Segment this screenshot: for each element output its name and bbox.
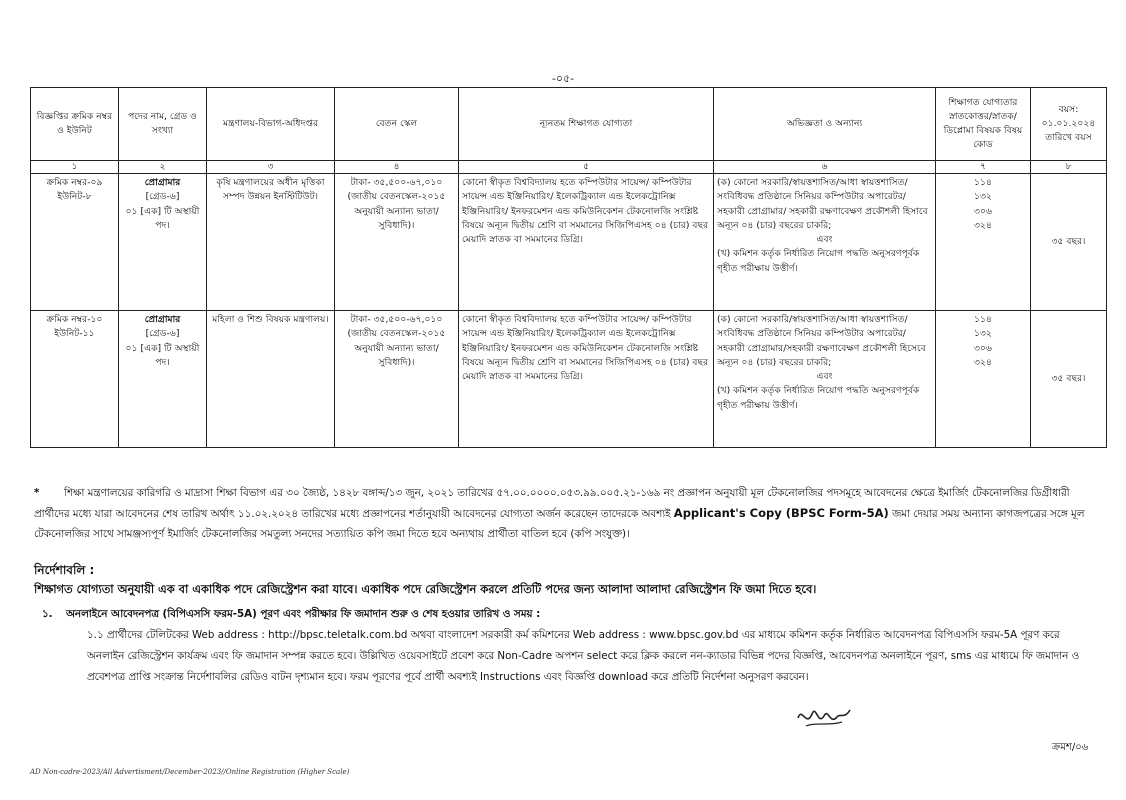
col-number: ২ [119,161,207,174]
post-cell [119,174,207,311]
subject-code: ৩০৬ [974,342,992,354]
experience-cell [714,174,936,311]
experience-and: এবং [816,234,833,245]
experience-b: (খ) কমিশন কর্তৃক নির্ধারিত নিয়োগ পদ্ধতি অনুসরণপূর্বক গৃহীত পরীক্ষায় উত্তীর্ণ। [717,248,920,274]
subject-code: ৩২৪ [974,356,992,368]
post-count: ০১ [এক] টি অস্থায়ী পদ। [125,205,200,231]
age-cell: ৩৫ বছর। [1031,311,1107,448]
continued-marker: ক্রমশ/০৬ [1052,742,1089,753]
item-number: ১. [42,608,53,620]
col-number: ৮ [1031,161,1107,174]
instructions-registration-line: শিক্ষাগত যোগ্যতা অনুযায়ী এক বা একাধিক পদে রেজিস্ট্রেশন করা যাবে। একাধিক পদে রেজিস্ট্রেশন করলে প্রতিটি পদের জন্য আলাদা আলাদা রেজিস্ট্রেশন ফি জমা দিতে হবে। [34,582,817,596]
qualification-cell: কোনো স্বীকৃত বিশ্ববিদ্যালয় হতে কম্পিউটার সায়েন্স/ কম্পিউটার সায়েন্স এন্ড ইঞ্জিনিয়ারিং/ ইলেকট্রিক্যাল এন্ড ইলেকট্রোনিক্স ইঞ্জিনিয়ারিং/ ইনফরমেশন এন্ড কমিউনিকেশন টেকনোলজি সংশ্লিষ্ট বিষয়ে অন্যূন দ্বিতীয় শ্রেণি বা সমমানের সিজিপিএসহ ০৪ (চার) বছর মেয়াদি স্নাতক বা সমমানের ডিগ্রি। [459,311,714,448]
pay-scale-cell: টাকা- ৩৫,৫০০-৬৭,০১০ (জাতীয় বেতনস্কেল-২০১৫ অনুযায়ী অন্যান্য ভাতা/সুবিধাদি)। [335,174,459,311]
post-name: প্রোগ্রামার [144,177,181,188]
serial-cell: ক্রমিক নম্বর-১০ ইউনিট-১১ [31,311,119,448]
emerging-technology-note [34,483,1094,544]
table-row [31,311,1107,448]
note-highlight: Applicant's Copy (BPSC Form-5A) [673,506,889,520]
post-cell [119,311,207,448]
post-grade: [গ্রেড-৬] [145,328,180,340]
footer-path: AD Non-cadre-2023/All Advertisment/December-2023//Online Registration (Higher Scale) [30,768,350,776]
header-age: বয়স: ০১.০১.২০২৪ তারিখে বয়স [1031,88,1107,161]
subject-code: ১১৪ [974,177,992,188]
col-number: ১ [31,161,119,174]
ministry-cell: কৃষি মন্ত্রণালয়ের অধীন মৃত্তিকা সম্পদ উন্নয়ন ইনস্টিটিউট। [207,174,335,311]
subject-code: ৩০৬ [974,205,992,217]
ministry-cell: মহিলা ও শিশু বিষয়ক মন্ত্রণালয়। [207,311,335,448]
page-number: -০৫- [551,72,575,85]
post-name: প্রোগ্রামার [144,314,181,325]
subject-code-cell [936,311,1031,448]
post-count: ০১ [এক] টি অস্থায়ী পদ। [125,342,200,368]
item-title: অনলাইনে আবেদনপত্র (বিপিএসসি ফরম-5A) পূরণ এবং পরীক্ষার ফি জমাদান শুরু ও শেষ হওয়ার তারিখ ও সময় : [66,608,541,620]
pay-scale-cell: টাকা- ৩৫,৫০০-৬৭,০১০ (জাতীয় বেতনস্কেল-২০১৫ অনুযায়ী অন্যান্য ভাতা/সুবিধাদি)। [335,311,459,448]
age-cell: ৩৫ বছর। [1031,174,1107,311]
header-experience: অভিজ্ঞতা ও অন্যান্য [714,88,936,161]
experience-and: এবং [816,371,833,382]
instructions-item-1-1: ১.১ প্রার্থীদের টেলিটকের Web address : http://bpsc.teletalk.com.bd অথবা বাংলাদেশ সরকারী কর্ম কমিশনের Web address : www.bpsc.gov.bd এর মাধ্যমে কমিশন কর্তৃক নির্ধারিত আবেদনপত্র বিপিএসসি ফরম-5A পূরণ করে অনলাইন রেজিস্ট্রেশন কার্যক্রম এবং ফি জমাদান সম্পন্ন করতে হবে। উল্লিখিত ওয়েবসাইটে প্রবেশ করে Non-Cadre অপশন select করে ক্লিক করলে নন-ক্যাডার বিভিন্ন পদের বিজ্ঞপ্তি, আবেদনপত্র অনলাইনে পূরণ, sms এর মাধ্যমে ফি জমাদান ও প্রবেশপত্র প্রাপ্তি সংক্রান্ত নির্দেশাবলির রেডিও বাটন দৃশ্যমান হবে। ফরম পূরণের পূর্বে প্রার্থী অবশ্যই Instructions এবং বিজ্ঞপ্তি download করে প্রতিটি নির্দেশনা অনুসরণ করবেন। [87,629,1080,683]
signature [792,698,854,738]
col-number: ৪ [335,161,459,174]
table-header-row [31,88,1107,161]
subject-code: ১১৪ [974,314,992,325]
col-number: ৬ [714,161,936,174]
note-text-after: জমা দেয়ার সময় অন্যান্য কাগজপত্রের সঙ্গে মূল টেকনোলজির সাথে সামঞ্জস্যপূর্ণ ইমার্জিং টেকনোলজির সমতুল্য সনদের সত্যায়িত কপি জমা দিতে হবে অন্যথায় প্রার্থীতা বাতিল হবে (কপি সংযুক্ত)। [34,508,1085,540]
experience-a: (ক) কোনো সরকারি/স্বায়ত্তশাসিত/আধা স্বায়ত্তশাসিত/ সংবিধিবদ্ধ প্রতিষ্ঠানে সিনিয়র কম্পিউটার অপারেটর/সহকারী প্রোগ্রামার/সহকারী রক্ষণাবেক্ষণ প্রকৌশলী হিসেবে অন্যূন ০৪ (চার) বছরের চাকরি; [717,314,926,368]
serial-cell: ক্রমিক নম্বর-০৯ ইউনিট-৮ [31,174,119,311]
col-number: ৩ [207,161,335,174]
header-serial: বিজ্ঞপ্তির ক্রমিক নম্বর ও ইউনিট [31,88,119,161]
header-pay-scale: বেতন স্কেল [335,88,459,161]
instructions-heading: নির্দেশাবলি : [34,563,95,577]
note-text [34,483,1094,544]
experience-b: (খ) কমিশন কর্তৃক নির্ধারিত নিয়োগ পদ্ধতি অনুসরণপূর্বক গৃহীত পরীক্ষায় উত্তীর্ণ। [717,385,920,411]
header-subject-code: শিক্ষাগত যোগ্যতার স্নাতকোত্তর/স্নাতক/ ডিপ্লোমা বিষয়ক বিষয় কোড [936,88,1031,161]
experience-a: (ক) কোনো সরকারি/স্বায়ত্তশাসিত/আধা স্বায়ত্তশাসিত/সংবিধিবদ্ধ প্রতিষ্ঠানে সিনিয়র কম্পিউটার অপারেটর/সহকারী প্রোগ্রামার/ সহকারী রক্ষণাবেক্ষণ প্রকৌশলী হিসাবে অন্যূন ০৪ (চার) বছরের চাকরি; [717,177,928,231]
subject-code-cell [936,174,1031,311]
header-ministry: মন্ত্রণালয়-বিভাগ-অধিদপ্তর [207,88,335,161]
note-asterisk: * [34,487,40,499]
col-number: ৭ [936,161,1031,174]
header-post: পদের নাম, গ্রেড ও সংখ্যা [119,88,207,161]
col-number: ৫ [459,161,714,174]
note-text-before: শিক্ষা মন্ত্রণালয়ের কারিগরি ও মাদ্রাসা শিক্ষা বিভাগ এর ৩০ জ্যৈষ্ঠ, ১৪২৮ বঙ্গাব্দ/১৩ জুন, ২০২১ তারিখের ৫৭.০০.০০০০.০৫৩.৯৯.০০৫.২১-১৬৯ নং প্রজ্ঞাপন অনুযায়ী মূল টেকনোলজির পদসমূহে আবেদনের ক্ষেত্রে ইমার্জিং টেকনোলজির ডিগ্রীধারী প্রার্থীদের মধ্যে যারা আবেদনের শেষ তারিখ অর্থাৎ ১১.০২.২০২৪ তারিখের মধ্যে প্রজ্ঞাপনের শর্তানুযায়ী আবেদনের যোগ্যতা অর্জন করেছেন তাদেরকে অবশ্যই [34,487,1070,520]
post-grade: [গ্রেড-৬] [145,191,180,203]
header-qualification: ন্যূনতম শিক্ষাগত যোগ্যতা [459,88,714,161]
recruitment-table [30,87,1107,448]
subject-code: ১৩২ [974,191,992,203]
experience-cell [714,311,936,448]
column-number-row [31,161,1107,174]
subject-code: ৩২৪ [974,219,992,231]
subject-code: ১৩২ [974,328,992,340]
qualification-cell: কোনো স্বীকৃত বিশ্ববিদ্যালয় হতে কম্পিউটার সায়েন্স/ কম্পিউটার সায়েন্স এন্ড ইঞ্জিনিয়ারিং/ ইলেকট্রিক্যাল এন্ড ইলেকট্রোনিক্স ইঞ্জিনিয়ারিং/ ইনফরমেশন এন্ড কমিউনিকেশন টেকনোলজি সংশ্লিষ্ট বিষয়ে অন্যূন দ্বিতীয় শ্রেণি বা সমমানের সিজিপিএসহ ০৪ (চার) বছর মেয়াদি স্নাতক বা সমমানের ডিগ্রি। [459,174,714,311]
instructions-item-1 [42,607,1102,624]
table-row [31,174,1107,311]
